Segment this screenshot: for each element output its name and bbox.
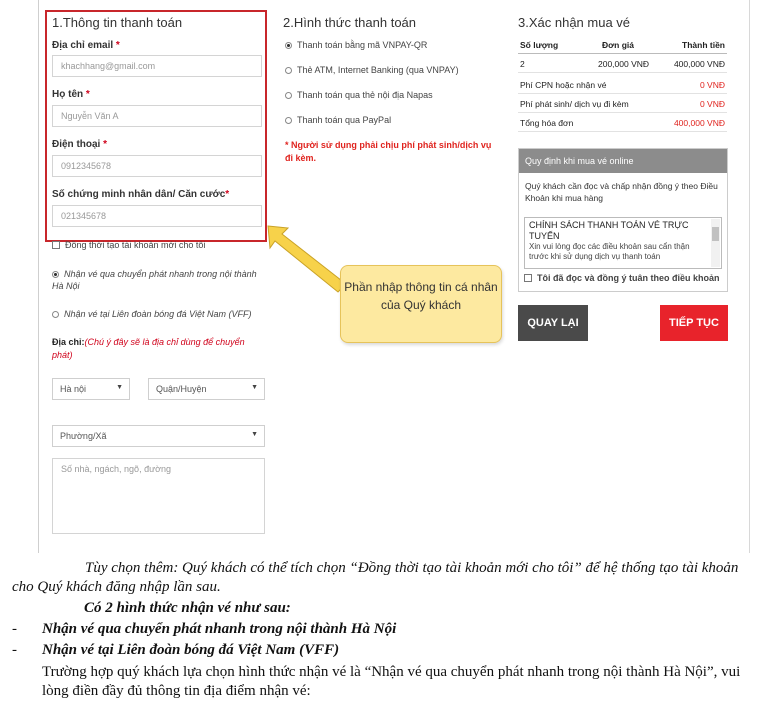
policy-body: Xin vui lòng đọc các điều khoản sau cẩn thận trước khi sử dụng dịch vụ thanh toán	[529, 242, 690, 261]
email-label: Địa chỉ email *	[52, 40, 120, 51]
doc-paragraph-1: Tùy chọn thêm: Quý khách có thể tích chọn “Đồng thời tạo tài khoản mới cho tôi” để hệ thống tạo tài khoản cho Quý khách đăng nhập lần sau.	[12, 560, 739, 595]
checkbox-icon	[52, 241, 60, 249]
radio-icon	[285, 117, 292, 124]
address-label: Địa chỉ:(Chú ý đây sẽ là địa chỉ dùng để chuyển phát)	[52, 337, 245, 360]
rules-panel	[518, 148, 728, 292]
doc-heading: Có 2 hình thức nhận vé như sau:	[84, 600, 291, 616]
payment-fee-note: * Người sử dụng phải chịu phí phát sinh/dịch vụ đi kèm.	[285, 140, 492, 163]
street-address-textarea[interactable]: Số nhà, ngách, ngõ, đường	[52, 458, 265, 534]
name-label: Họ tên *	[52, 89, 90, 100]
checkbox-icon	[524, 274, 532, 282]
payer-info-title: 1.Thông tin thanh toán	[52, 15, 183, 30]
rules-panel-header: Quy định khi mua vé online	[519, 149, 727, 173]
radio-icon	[285, 42, 292, 49]
policy-scrollbar[interactable]	[711, 219, 720, 267]
pay-option-vnpay-qr[interactable]: Thanh toán bằng mã VNPAY-QR	[285, 40, 427, 50]
phone-label: Điện thoại *	[52, 139, 108, 150]
rules-intro: Quý khách cần đọc và chấp nhận đồng ý theo Điều Khoản khi mua hàng	[525, 181, 718, 203]
city-select[interactable]: Hà nội ▼	[52, 378, 130, 400]
radio-icon	[285, 92, 292, 99]
id-number-label: Số chứng minh nhân dân/ Căn cước*	[52, 189, 230, 200]
payment-method-title: 2.Hình thức thanh toán	[283, 15, 417, 30]
fee-extra-row: Phí phát sinh/ dịch vụ đi kèm 0 VNĐ	[518, 95, 727, 113]
chevron-down-icon: ▼	[251, 384, 258, 391]
continue-button[interactable]: TIẾP TỤC	[660, 305, 728, 341]
doc-bullet-1: - Nhận vé qua chuyển phát nhanh trong nội thành Hà Nội	[12, 621, 397, 637]
doc-bullet-2: - Nhận vé tại Liên đoàn bóng đá Việt Nam (VFF)	[12, 642, 340, 658]
personal-info-callout: Phần nhập thông tin cá nhân của Quý khách	[340, 265, 502, 343]
policy-title: CHÍNH SÁCH THANH TOÁN VÉ TRỰC TUYẾN	[529, 220, 689, 241]
email-input[interactable]: khachhang@gmail.com	[52, 55, 262, 77]
id-number-input[interactable]: 021345678	[52, 205, 262, 227]
pay-option-atm[interactable]: Thẻ ATM, Internet Banking (qua VNPAY)	[285, 65, 459, 75]
personal-info-highlight	[45, 10, 267, 242]
doc-paragraph-2: Trường hợp quý khách lựa chọn hình thức nhận vé là “Nhận vé qua chuyển phát nhanh trong nội thành Hà Nội”, vui lòng điền đầy đủ thông tin địa điểm nhận vé:	[42, 664, 741, 699]
fee-cpn-row: Phí CPN hoặc nhận vé 0 VNĐ	[518, 76, 727, 94]
delivery-vff-radio[interactable]: Nhận vé tại Liên đoàn bóng đá Việt Nam (VFF)	[52, 309, 251, 319]
ward-select[interactable]: Phường/Xã ▼	[52, 425, 265, 447]
total-row: Tổng hóa đơn 400,000 VNĐ	[518, 114, 727, 132]
create-account-checkbox[interactable]: Đồng thời tạo tài khoản mới cho tôi	[52, 240, 205, 250]
agree-terms-checkbox[interactable]: Tôi đã đọc và đồng ý tuân theo điều khoản	[524, 273, 720, 283]
pay-option-napas[interactable]: Thanh toán qua thẻ nội địa Napas	[285, 90, 433, 100]
confirm-table-header: Số lượng Đơn giá Thành tiền	[518, 36, 727, 54]
name-input[interactable]: Nguyễn Văn A	[52, 105, 262, 127]
phone-input[interactable]: 0912345678	[52, 155, 262, 177]
district-select[interactable]: Quận/Huyện ▼	[148, 378, 265, 400]
delivery-hanoi-radio[interactable]: Nhận vé qua chuyển phát nhanh trong nội thành Hà Nội	[52, 269, 257, 291]
screenshot-left-edge	[38, 0, 39, 553]
pay-option-paypal[interactable]: Thanh toán qua PayPal	[285, 115, 391, 125]
back-button[interactable]: QUAY LẠI	[518, 305, 588, 341]
confirm-table-row: 2 200,000 VNĐ 400,000 VNĐ	[518, 55, 727, 73]
radio-icon	[52, 271, 59, 278]
chevron-down-icon: ▼	[116, 384, 123, 391]
radio-icon	[52, 311, 59, 318]
screenshot-right-edge	[749, 0, 750, 553]
chevron-down-icon: ▼	[251, 431, 258, 438]
radio-icon	[285, 67, 292, 74]
confirm-title: 3.Xác nhận mua vé	[518, 15, 631, 30]
policy-scrollbox[interactable]	[524, 217, 722, 269]
